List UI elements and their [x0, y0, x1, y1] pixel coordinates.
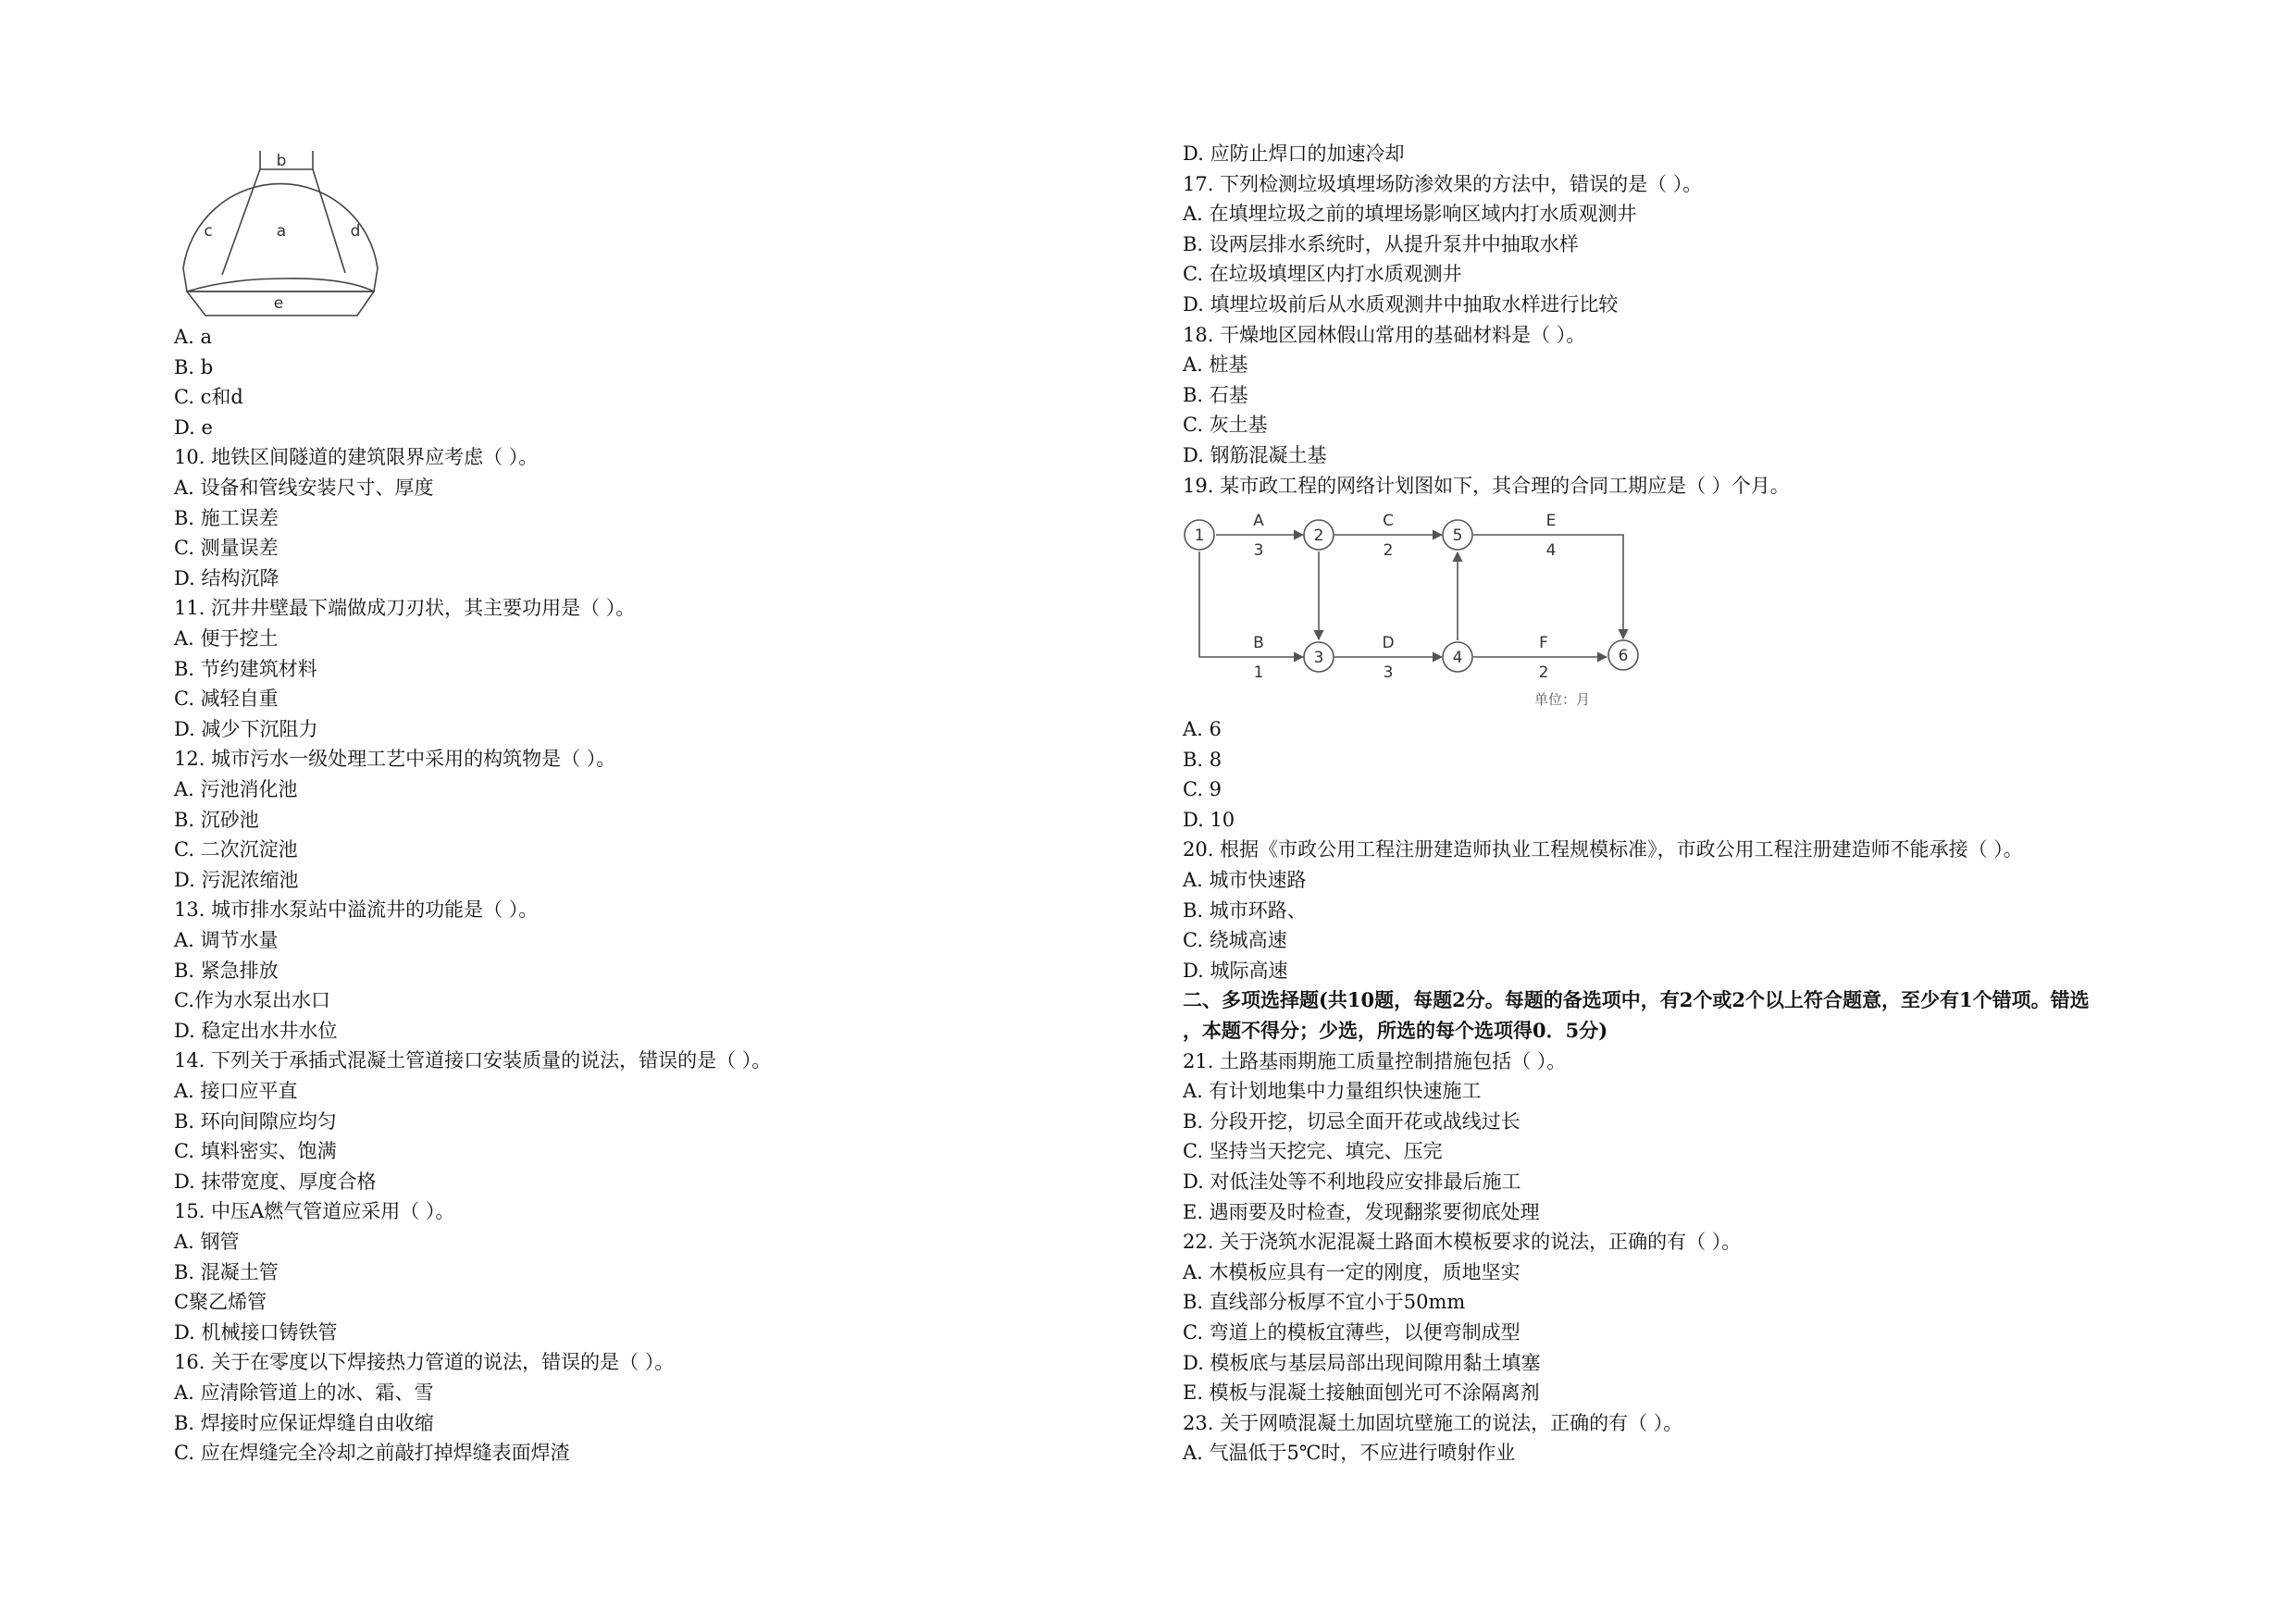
network-node: [1185, 520, 1214, 550]
activity-duration-c: 2: [1383, 541, 1394, 560]
text-line: A. 钢管: [174, 1231, 240, 1253]
unit-label: 单位：月: [1533, 691, 1591, 708]
text-line: B. 环向间隙应均匀: [174, 1109, 337, 1133]
network-node: [1608, 640, 1638, 670]
text-line: B. 沉砂池: [174, 808, 259, 831]
text-line: B. 直线部分板厚不宜小于50mm: [1183, 1291, 1466, 1314]
text-line: 11. 沉井井壁最下端做成刀刃状，其主要功用是（ ）。: [174, 597, 636, 620]
text-line: A. 桩基: [1183, 353, 1248, 377]
text-line: A. 调节水量: [174, 929, 279, 951]
text-line: B. 分段开挖，切忌全面开花或战线过长: [1183, 1109, 1520, 1133]
diagram-label-c: c: [204, 222, 213, 241]
text-line: ，本题不得分；少选，所选的每个选项得0．5分): [1183, 1019, 1608, 1042]
svg-text:4: 4: [1452, 649, 1463, 667]
network-node: [1304, 642, 1334, 672]
text-line: D. 模板底与基层局部出现间隙用黏土填塞: [1183, 1351, 1541, 1374]
text-line: E. 遇雨要及时检查，发现翻浆要彻底处理: [1183, 1200, 1540, 1223]
text-line: B. 设两层排水系统时，从提升泵井中抽取水样: [1183, 232, 1579, 255]
text-line: D. 结构沉降: [174, 566, 279, 589]
svg-text:1: 1: [1194, 527, 1205, 545]
text-line: B. 城市环路、: [1183, 898, 1307, 922]
text-line: B. 混凝土管: [174, 1260, 279, 1283]
text-line: A. 6: [1183, 718, 1222, 740]
text-line: A. 城市快速路: [1183, 869, 1307, 891]
text-line: C.作为水泵出水口: [174, 989, 330, 1012]
text-line: 14. 下列关于承插式混凝土管道接口安装质量的说法，错误的是（ ）。: [174, 1049, 772, 1072]
text-line: C. 9: [1183, 778, 1222, 801]
text-line: D. 稳定出水井水位: [174, 1019, 338, 1042]
text-line: 10. 地铁区间隧道的建筑限界应考虑（ ）。: [174, 446, 539, 469]
activity-name-e: E: [1545, 512, 1557, 530]
text-line: C. 绕城高速: [1183, 929, 1287, 952]
text-line: 二、多项选择题(共10题，每题2分。每题的备选项中，有2个或2个以上符合题意，至少有1个错项。错选: [1183, 988, 2090, 1012]
text-line: 15. 中压A燃气管道应采用（ ）。: [174, 1200, 455, 1223]
text-line: B. 紧急排放: [174, 959, 279, 982]
svg-text:3: 3: [1313, 649, 1324, 667]
text-line: A. 在填埋垃圾之前的填埋场影响区域内打水质观测井: [1183, 203, 1637, 226]
svg-text:2: 2: [1313, 527, 1324, 545]
text-line: C. 应在焊缝完全冷却之前敲打掉焊缝表面焊渣: [174, 1442, 570, 1465]
network-node: [1304, 520, 1334, 550]
text-line: D. 钢筋混凝土基: [1183, 444, 1327, 466]
text-line: 19. 某市政工程的网络计划图如下，其合理的合同工期应是（ ）个月。: [1183, 474, 1790, 497]
activity-duration-d: 3: [1383, 663, 1394, 682]
text-line: D. 污泥浓缩池: [174, 868, 299, 891]
text-line: 12. 城市污水一级处理工艺中采用的构筑物是（ ）。: [174, 748, 616, 771]
text-line: B. 8: [1183, 748, 1222, 771]
text-line: 22. 关于浇筑水泥混凝土路面木模板要求的说法，正确的有（ ）。: [1183, 1231, 1742, 1254]
text-line: C. 坚持当天挖完、填完、压完: [1183, 1140, 1443, 1163]
text-line: C. 弯道上的模板宜薄些，以便弯制成型: [1183, 1321, 1520, 1344]
text-line: 17. 下列检测垃圾填埋场防渗效果的方法中，错误的是（ ）。: [1183, 172, 1703, 195]
activity-name-b: B: [1253, 634, 1264, 652]
diagram-label-d: d: [350, 222, 361, 241]
text-line: A. 气温低于5℃时，不应进行喷射作业: [1183, 1442, 1516, 1465]
text-line: C. 灰土基: [1183, 414, 1268, 437]
activity-duration-a: 3: [1253, 541, 1264, 560]
text-line: A. 木模板应具有一定的刚度，质地坚实: [1183, 1260, 1520, 1283]
svg-text:6: 6: [1618, 647, 1629, 665]
text-line: C. 填料密实、饱满: [174, 1140, 337, 1163]
text-line: A. 接口应平直: [174, 1080, 298, 1102]
text-line: D. 机械接口铸铁管: [174, 1320, 338, 1344]
text-line: D. 减少下沉阻力: [174, 717, 318, 740]
activity-name-a: A: [1253, 512, 1264, 530]
text-line: 21. 土路基雨期施工质量控制措施包括（ ）。: [1183, 1049, 1567, 1072]
activity-name-d: D: [1382, 634, 1395, 652]
text-line: D. 城际高速: [1183, 959, 1288, 982]
text-line: C. c和d: [174, 386, 243, 409]
activity-duration-f: 2: [1538, 663, 1549, 682]
text-line: C. 二次沉淀池: [174, 838, 298, 861]
text-line: B. 石基: [1183, 383, 1248, 406]
activity-duration-b: 1: [1253, 663, 1264, 682]
text-line: D. 抹带宽度、厚度合格: [174, 1170, 377, 1193]
text-line: 16. 关于在零度以下焊接热力管道的说法，错误的是（ ）。: [174, 1351, 675, 1374]
text-line: C. 在垃圾填埋区内打水质观测井: [1183, 263, 1462, 286]
text-line: E. 模板与混凝土接触面刨光可不涂隔离剂: [1183, 1381, 1540, 1405]
text-line: D. 对低洼处等不利地段应安排最后施工: [1183, 1171, 1521, 1193]
text-line: B. 施工误差: [174, 506, 279, 529]
text-line: D. 10: [1183, 808, 1235, 831]
text-line: D. 应防止焊口的加速冷却: [1183, 142, 1405, 165]
text-line: B. 节约建筑材料: [174, 657, 317, 680]
text-line: A. 有计划地集中力量组织快速施工: [1183, 1080, 1482, 1103]
activity-name-f: F: [1539, 634, 1548, 652]
text-line: 13. 城市排水泵站中溢流井的功能是（ ）。: [174, 898, 539, 922]
text-line: A. 应清除管道上的冰、霜、雪: [174, 1381, 434, 1404]
text-line: C. 减轻自重: [174, 688, 279, 711]
text-line: D. 填埋垃圾前后从水质观测井中抽取水样进行比较: [1183, 293, 1619, 316]
text-line: A. a: [174, 326, 213, 348]
text-line: 23. 关于网喷混凝土加固坑壁施工的说法，正确的有（ ）。: [1183, 1411, 1683, 1434]
activity-name-c: C: [1383, 512, 1394, 530]
text-line: C. 测量误差: [174, 537, 279, 560]
text-line: A. 污池消化池: [174, 778, 298, 800]
diagram-label-b: b: [276, 152, 287, 170]
network-node: [1443, 642, 1472, 672]
network-node: [1443, 520, 1472, 550]
text-line: B. b: [174, 355, 214, 378]
tunnel-cross-section-diagram: [174, 143, 387, 319]
network-plan-diagram: [1183, 507, 1664, 715]
diagram-label-a: a: [276, 222, 287, 241]
text-line: B. 焊接时应保证焊缝自由收缩: [174, 1411, 434, 1434]
diagram-label-e: e: [273, 294, 284, 313]
text-line: D. e: [174, 415, 213, 439]
text-line: 18. 干燥地区园林假山常用的基础材料是（ ）。: [1183, 323, 1586, 346]
text-line: A. 设备和管线安装尺寸、厚度: [174, 477, 434, 499]
text-line: 20. 根据《市政公用工程注册建造师执业工程规模标准》，市政公用工程注册建造师不能承接（ ）。: [1183, 838, 2023, 861]
activity-duration-e: 4: [1545, 541, 1557, 560]
text-line: C聚乙烯管: [174, 1291, 267, 1314]
text-line: A. 便于挖土: [174, 627, 279, 650]
svg-text:5: 5: [1452, 527, 1463, 545]
